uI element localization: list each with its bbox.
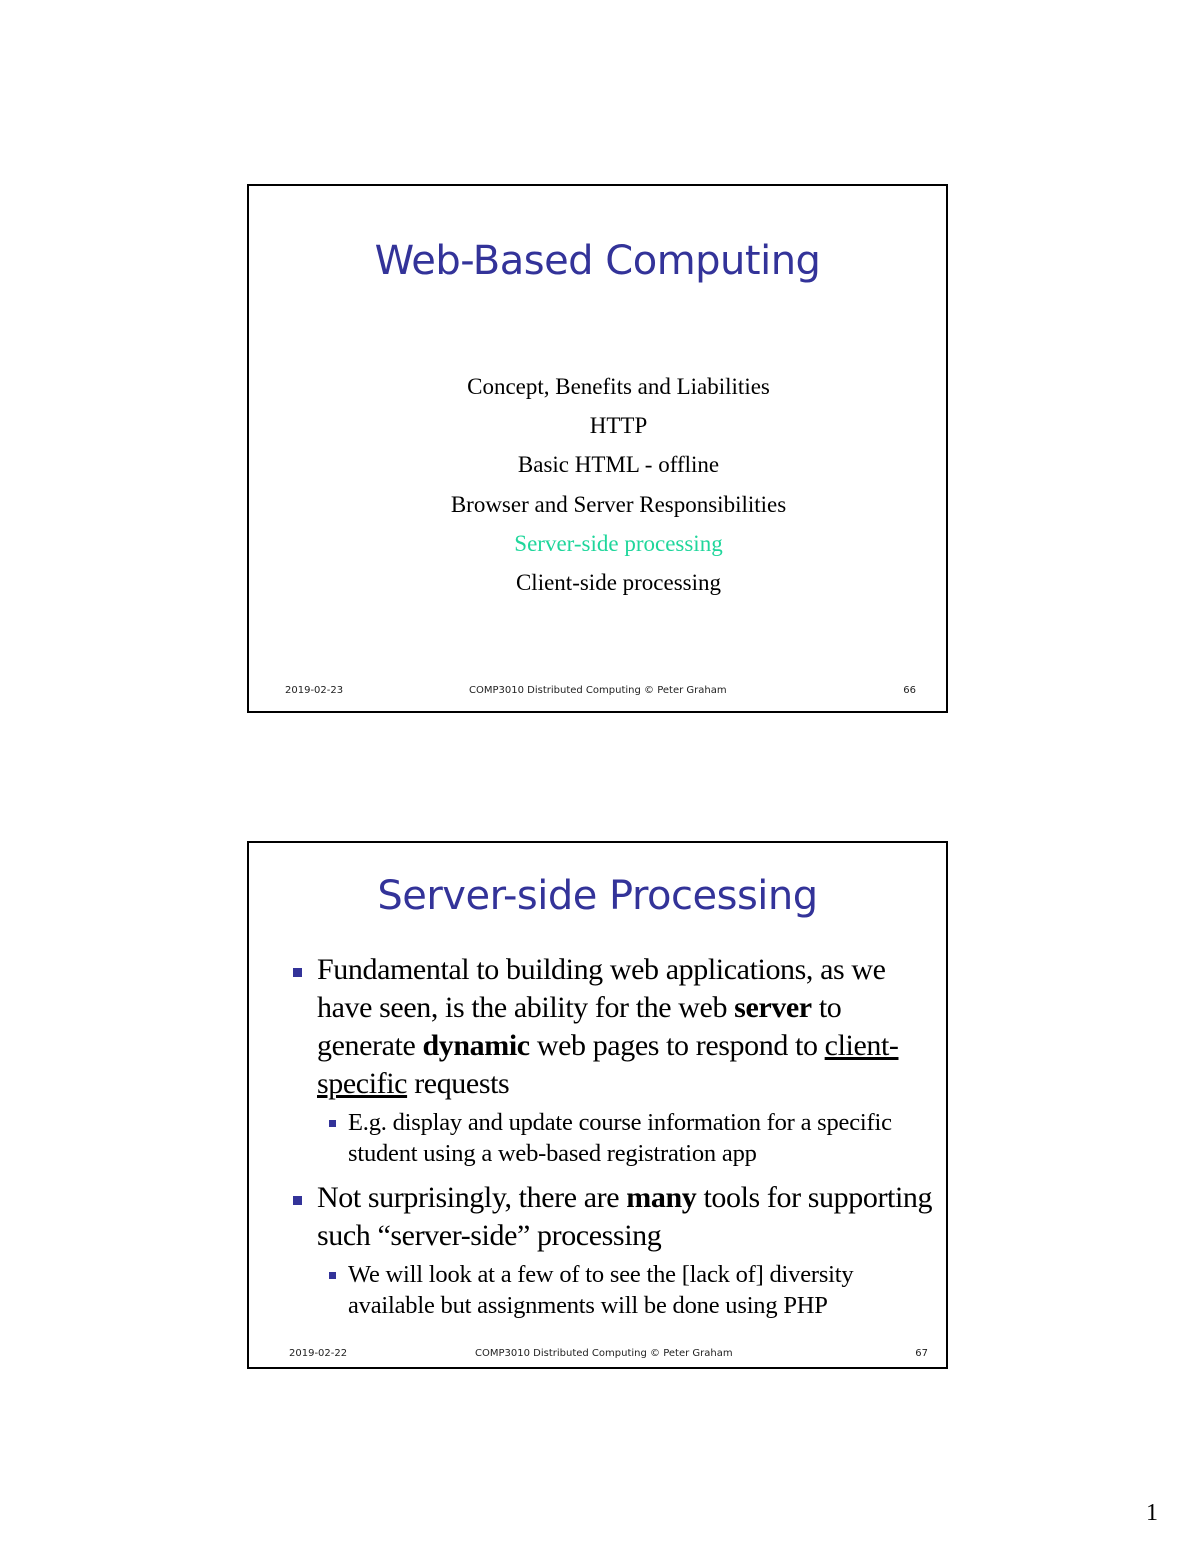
- bullet-list: [287, 951, 936, 1321]
- slide-66: [247, 184, 948, 713]
- slide-number: 67: [915, 1348, 928, 1359]
- agenda-item-current: Server-side processing: [514, 530, 723, 556]
- sub-bullet-list: [317, 1259, 936, 1321]
- bullet-text: Not surprisingly, there are: [317, 1181, 627, 1214]
- sub-bullet-text: We will look at a few of to see the [lack of] diversity available but assignments will be done using PHP: [348, 1261, 854, 1319]
- footer-date: 2019-02-23: [285, 685, 344, 696]
- page-number: 1: [1146, 1500, 1158, 1526]
- bullet-text: tools for supporting such “server-side” processing: [317, 1181, 933, 1252]
- slide-67: [247, 841, 948, 1369]
- sub-bullet-item: [317, 1107, 936, 1169]
- small-square-bullet-icon: [329, 1120, 336, 1127]
- bullet-emphasis: server: [734, 991, 812, 1024]
- square-bullet-icon: [293, 1196, 302, 1205]
- small-square-bullet-icon: [329, 1272, 336, 1279]
- bullet-item: [287, 951, 936, 1169]
- bullet-emphasis: many: [626, 1181, 697, 1214]
- bullet-emphasis: dynamic: [422, 1029, 530, 1062]
- bullet-item: [287, 1179, 936, 1321]
- slide-number: 66: [903, 685, 916, 696]
- bullet-text: web pages to respond to: [529, 1029, 825, 1062]
- bullet-underlined: client-specific: [317, 1029, 899, 1100]
- footer-course: COMP3010 Distributed Computing © Peter Graham: [475, 1348, 733, 1359]
- sub-bullet-list: [317, 1107, 936, 1169]
- agenda-item: Client-side processing: [515, 569, 722, 595]
- bullet-text: to generate: [317, 991, 842, 1062]
- sub-bullet-text: E.g. display and update course information for a specific student using a web-based registration app: [348, 1109, 892, 1167]
- slide-title: Web-Based Computing: [374, 238, 821, 284]
- agenda-item: Concept, Benefits and Liabilities: [467, 374, 770, 399]
- bullet-text: requests: [407, 1067, 510, 1100]
- footer-course: COMP3010 Distributed Computing © Peter Graham: [469, 685, 727, 696]
- square-bullet-icon: [293, 968, 302, 977]
- agenda-item: Browser and Server Responsibilities: [450, 491, 787, 517]
- agenda-list: [249, 367, 946, 602]
- agenda-item: Basic HTML - offline: [517, 452, 720, 478]
- bullet-text: Fundamental to building web applications, as we have seen, is the ability for the web: [317, 953, 886, 1024]
- sub-bullet-item: [317, 1259, 936, 1321]
- footer-date: 2019-02-22: [289, 1348, 348, 1359]
- slide-title: Server-side Processing: [377, 873, 818, 919]
- agenda-item: HTTP: [589, 413, 648, 439]
